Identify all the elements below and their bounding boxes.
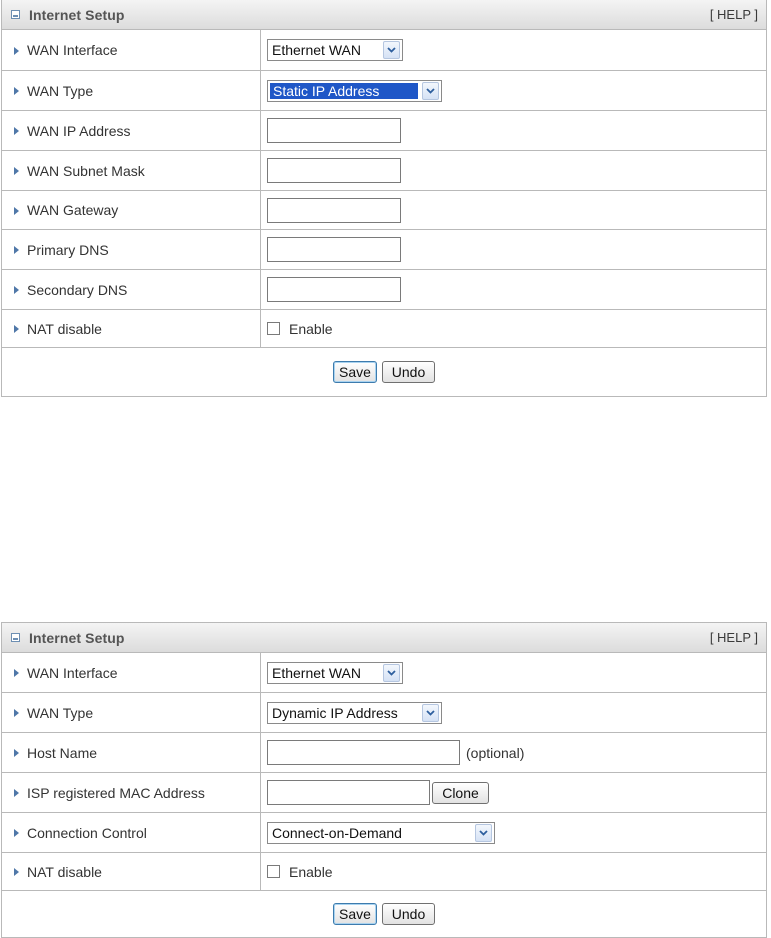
host-name-label: Host Name [27,744,98,761]
bullet-arrow-icon [14,669,19,677]
panel-header [2,0,766,30]
bullet-arrow-icon [14,749,19,757]
wan-type-selected: Dynamic IP Address [272,704,398,721]
connection-control-selected: Connect-on-Demand [272,824,402,841]
host-name-input[interactable] [267,740,460,765]
chevron-down-icon[interactable] [422,82,439,100]
wan-type-select[interactable] [267,80,442,102]
section-box-icon [11,10,20,19]
undo-button[interactable]: Undo [382,903,435,925]
primary-dns-input[interactable] [267,237,401,262]
row-secondary-dns [2,270,766,310]
clone-button[interactable]: Clone [432,782,489,804]
row-wan-type [2,71,766,111]
bullet-arrow-icon [14,789,19,797]
help-link[interactable]: [ HELP ] [709,7,758,22]
connection-control-label: Connection Control [27,824,147,841]
panel-header [2,623,766,653]
panel-title: Internet Setup [29,6,125,23]
form-actions [2,348,766,396]
row-nat-disable [2,310,766,348]
panel-title: Internet Setup [29,629,125,646]
chevron-down-icon[interactable] [383,41,400,59]
row-wan-subnet [2,151,766,191]
nat-disable-label: NAT disable [27,863,102,880]
wan-ip-label: WAN IP Address [27,122,131,139]
undo-button[interactable]: Undo [382,361,435,383]
bullet-arrow-icon [14,829,19,837]
save-button[interactable]: Save [333,361,377,383]
nat-enable-label: Enable [289,320,333,337]
internet-setup-panel-dynamic [1,622,767,938]
bullet-arrow-icon [14,325,19,333]
row-primary-dns [2,230,766,270]
chevron-down-icon[interactable] [475,824,492,842]
mac-address-label: ISP registered MAC Address [27,784,205,801]
bullet-arrow-icon [14,709,19,717]
wan-interface-selected: Ethernet WAN [272,664,361,681]
nat-enable-checkbox[interactable] [267,322,280,335]
row-wan-ip [2,111,766,151]
wan-interface-label: WAN Interface [27,664,118,681]
wan-type-label: WAN Type [27,704,94,721]
row-nat-disable [2,853,766,891]
wan-interface-select[interactable] [267,39,403,61]
wan-type-selected: Static IP Address [270,83,418,99]
row-mac-address [2,773,766,813]
save-button[interactable]: Save [333,903,377,925]
internet-setup-panel-static [1,0,767,397]
bullet-arrow-icon [14,868,19,876]
secondary-dns-label: Secondary DNS [27,281,128,298]
primary-dns-label: Primary DNS [27,241,109,258]
nat-enable-checkbox[interactable] [267,865,280,878]
bullet-arrow-icon [14,286,19,294]
wan-interface-select[interactable] [267,662,403,684]
row-host-name [2,733,766,773]
secondary-dns-input[interactable] [267,277,401,302]
wan-interface-selected: Ethernet WAN [272,42,361,58]
wan-ip-input[interactable] [267,118,401,143]
help-link[interactable]: [ HELP ] [709,630,758,645]
wan-subnet-input[interactable] [267,158,401,183]
wan-type-label: WAN Type [27,82,94,99]
wan-gateway-input[interactable] [267,198,401,223]
optional-note: (optional) [466,744,525,761]
bullet-arrow-icon [14,246,19,254]
wan-gateway-label: WAN Gateway [27,202,119,218]
bullet-arrow-icon [14,87,19,95]
row-wan-gateway [2,191,766,230]
row-connection-control [2,813,766,853]
chevron-down-icon[interactable] [422,704,439,722]
row-wan-interface [2,30,766,71]
row-wan-type [2,693,766,733]
bullet-arrow-icon [14,167,19,175]
connection-control-select[interactable] [267,822,495,844]
form-actions [2,891,766,937]
section-box-icon [11,633,20,642]
bullet-arrow-icon [14,207,19,215]
wan-type-select[interactable] [267,702,442,724]
nat-disable-label: NAT disable [27,320,102,337]
wan-interface-label: WAN Interface [27,42,118,58]
mac-address-input[interactable] [267,780,430,805]
bullet-arrow-icon [14,47,19,55]
nat-enable-label: Enable [289,863,333,880]
row-wan-interface [2,653,766,693]
wan-subnet-label: WAN Subnet Mask [27,162,145,179]
bullet-arrow-icon [14,127,19,135]
chevron-down-icon[interactable] [383,664,400,682]
